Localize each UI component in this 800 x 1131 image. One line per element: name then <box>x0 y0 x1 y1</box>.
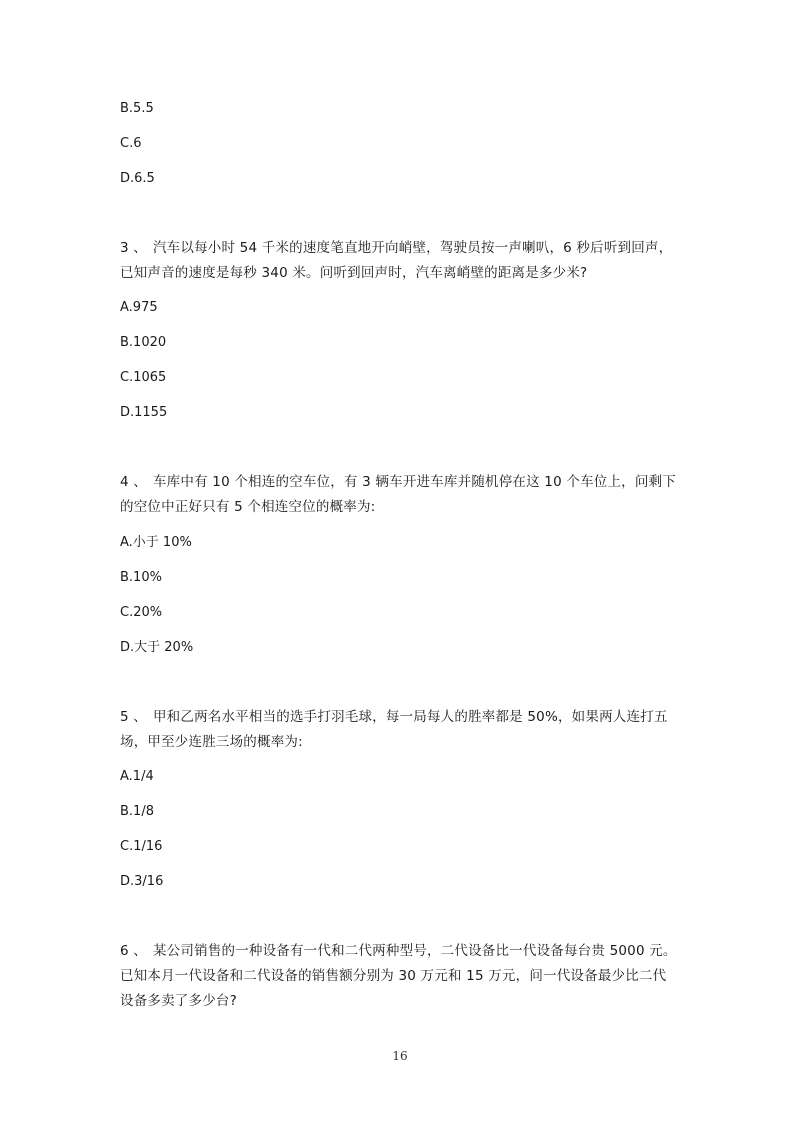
q4-option-b: B.10% <box>120 570 162 585</box>
q5-option-c: C.1/16 <box>120 839 163 854</box>
question-number: 5 、 <box>120 709 147 725</box>
option-d-prev: D.6.5 <box>120 171 155 186</box>
option-c-prev: C.6 <box>120 136 142 151</box>
q4-option-a: A.小于 10% <box>120 535 192 550</box>
question-3 <box>120 236 680 286</box>
q5-option-a: A.1/4 <box>120 769 154 784</box>
q4-option-d: D.大于 20% <box>120 640 194 655</box>
question-text: 汽车以每小时 54 千米的速度笔直地开向峭壁，驾驶员按一声喇叭，6 秒后听到回声，已知声音的速度是每秒 340 米。问听到回声时，汽车离峭壁的距离是多少米? <box>120 240 673 281</box>
question-6 <box>120 939 680 1014</box>
q3-option-b: B.1020 <box>120 335 167 350</box>
question-number: 6 、 <box>120 943 147 959</box>
question-4 <box>120 470 680 520</box>
question-5 <box>120 705 680 755</box>
q3-option-d: D.1155 <box>120 405 168 420</box>
question-text: 甲和乙两名水平相当的选手打羽毛球，每一局每人的胜率都是 50%，如果两人连打五场，甲至少连胜三场的概率为: <box>120 709 668 750</box>
question-number: 3 、 <box>120 240 147 256</box>
q4-option-c: C.20% <box>120 605 163 620</box>
question-text: 车库中有 10 个相连的空车位，有 3 辆车开进车库并随机停在这 10 个车位上，问剩下的空位中正好只有 5 个相连空位的概率为: <box>120 474 676 515</box>
question-number: 4 、 <box>120 474 147 490</box>
q5-option-d: D.3/16 <box>120 874 164 889</box>
page-number: 16 <box>392 1049 408 1063</box>
q3-option-c: C.1065 <box>120 370 167 385</box>
option-b-prev: B.5.5 <box>120 101 154 116</box>
q3-option-a: A.975 <box>120 300 158 315</box>
q5-option-b: B.1/8 <box>120 804 154 819</box>
question-text: 某公司销售的一种设备有一代和二代两种型号，二代设备比一代设备每台贵 5000 元。已知本月一代设备和二代设备的销售额分别为 30 万元和 15 万元，问一代设备最少比二代设备多卖了多少台? <box>120 943 677 1009</box>
